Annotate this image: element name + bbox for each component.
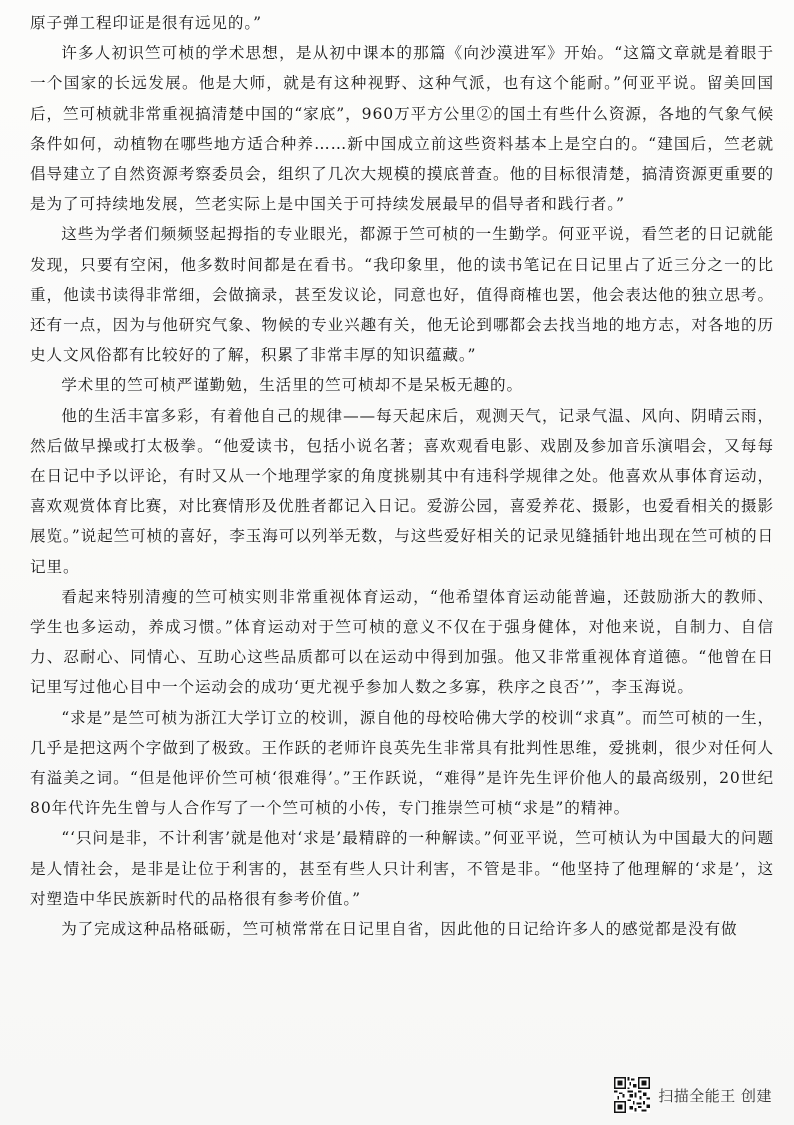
scanner-watermark [614,1073,772,1117]
qr-code-icon [614,1077,650,1113]
paragraph-7: “求是”是竺可桢为浙江大学订立的校训，源自他的母校哈佛大学的校训“求真”。而竺可桢的一生，几乎是把这两个字做到了极致。王作跃的老师许良英先生非常具有批判性思维，爱挑刺，很少对任何人有溢美之词。“但是他评价竺可桢‘很难得’。”王作跃说，“难得”是许先生评价他人的最高级别，20世纪80年代许先生曾与人合作写了一个竺可桢的小传，专门推崇竺可桢“求是”的精神。 [30,708,774,818]
paragraph-1: 原子弹工程印证是很有远见的。” [30,14,262,32]
paragraph-3: 这些为学者们频频竖起拇指的专业眼光，都源于竺可桢的一生勤学。何亚平说，看竺老的日记就能发现，只要有空闲，他多数时间都是在看书。“我印象里，他的读书笔记在日记里占了近三分之一的比重，他读书读得非常细，会做摘录，甚至发议论，同意也好，值得商榷也罢，他会表达他的独立思考。还有一点，因为与他研究气象、物候的专业兴趣有关，他无论到哪都会去找当地的地方志，对各地的历史人文风俗都有比较好的了解，积累了非常丰厚的知识蕴藏。” [30,225,774,365]
article-body [30,8,774,944]
paragraph-6: 看起来特别清瘦的竺可桢实则非常重视体育运动，“他希望体育运动能普遍，还鼓励浙大的教师、学生也多运动，养成习惯。”体育运动对于竺可桢的意义不仅在于强身健体，对他来说，自制力、自信力、忍耐心、同情心、互助心这些品质都可以在运动中得到加强。他又非常重视体育道德。“他曾在日记里写过他心目中一个运动会的成功‘更尤视乎参加人数之多寡，秩序之良否’”，李玉海说。 [30,587,774,697]
paragraph-5: 他的生活丰富多彩，有着他自己的规律——每天起床后，观测天气，记录气温、风向、阴晴云雨，然后做早操或打太极拳。“他爱读书，包括小说名著；喜欢观看电影、戏剧及参加音乐演唱会，又每每在日记中予以评论，有时又从一个地理学家的角度挑剔其中有违科学规律之处。他喜欢从事体育运动，喜欢观赏体育比赛，对比赛情形及优胜者都记入日记。爱游公园，喜爱养花、摄影，也爱看相关的摄影展览。”说起竺可桢的喜好，李玉海可以列举无数，与这些爱好相关的记录见缝插针地出现在竺可桢的日记里。 [30,406,774,576]
scanner-app-label: 扫描全能王 创建 [658,1086,772,1105]
paragraph-2: 许多人初识竺可桢的学术思想，是从初中课本的那篇《向沙漠进军》开始。“这篇文章就是着眼于一个国家的长远发展。他是大师，就是有这种视野、这种气派，也有这个能耐。”何亚平说。留美回国后，竺可桢就非常重视搞清楚中国的“家底”，960万平方公里②的国土有些什么资源，各地的气象气候条件如何，动植物在哪些地方适合种养……新中国成立前这些资料基本上是空白的。“建国后，竺老就倡导建立了自然资源考察委员会，组织了几次大规模的摸底普查。他的目标很清楚，搞清资源更重要的是为了可持续地发展，竺老实际上是中国关于可持续发展最早的倡导者和践行者。” [30,44,774,214]
paragraph-4: 学术里的竺可桢严谨勤勉，生活里的竺可桢却不是呆板无趣的。 [61,376,524,395]
paragraph-8: “‘只问是非，不计利害’就是他对‘求是’最精辟的一种解读。”何亚平说，竺可桢认为中国最大的问题是人情社会，是非是让位于利害的，甚至有些人只计利害，不管是非。“他坚持了他理解的‘求是’，这对塑造中华民族新时代的品格很有参考价值。” [30,829,774,908]
paragraph-9: 为了完成这种品格砥砺，竺可桢常常在日记里自省，因此他的日记给许多人的感觉都是没有做 [61,920,738,939]
